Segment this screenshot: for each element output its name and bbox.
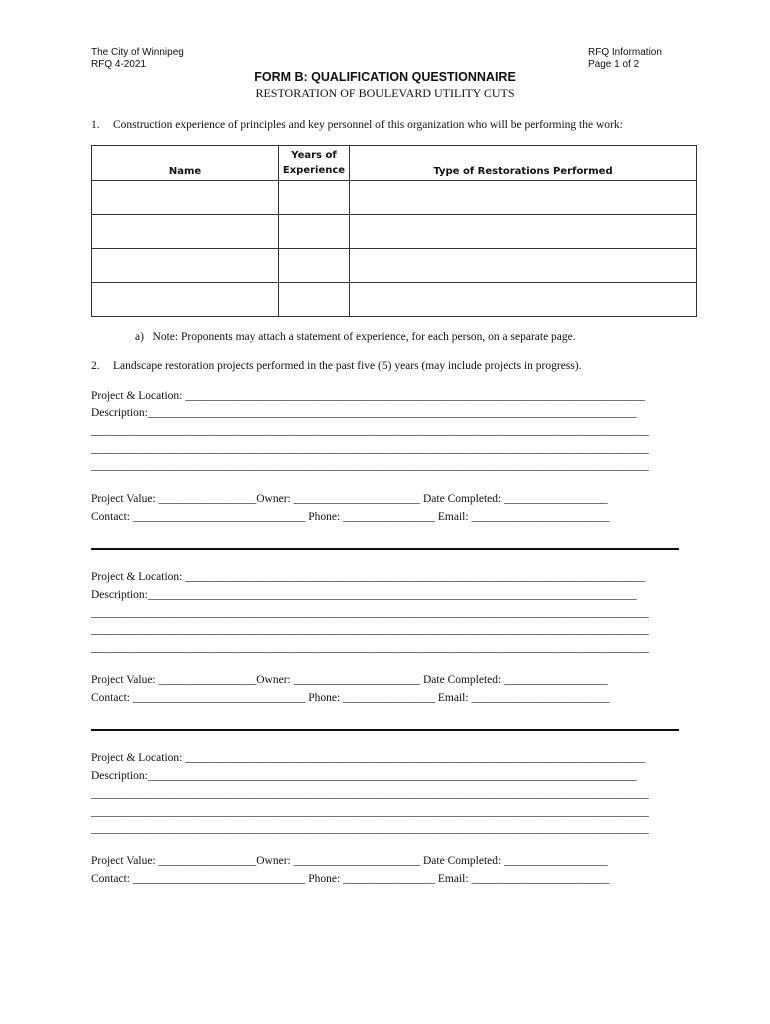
contact-phone-email-field[interactable]: Contact: ______________________________ Phone: ________________ Email: ________________________ [91, 511, 610, 523]
years-cell[interactable] [279, 215, 350, 249]
table-note: a) Note: Proponents may attach a statement of experience, for each person, on a separate page. [135, 331, 576, 343]
question-2-number: 2. [91, 360, 100, 372]
column-header-name: Name [92, 146, 279, 181]
description-line[interactable]: _________________________________________________________________________________________________ [91, 823, 649, 835]
table-header-row [92, 146, 697, 181]
header-doc-type: RFQ Information [588, 47, 662, 58]
column-header-type: Type of Restorations Performed [350, 146, 697, 181]
table-row [92, 249, 697, 283]
description-line[interactable]: _________________________________________________________________________________________________ [91, 624, 649, 636]
project-location-field[interactable]: Project & Location: ________________________________________________________________________________ [91, 571, 646, 583]
type-cell[interactable] [350, 215, 697, 249]
value-owner-date-field[interactable]: Project Value: _________________Owner: ______________________ Date Completed: __________________ [91, 493, 608, 505]
experience-table [91, 145, 697, 317]
description-line[interactable]: _________________________________________________________________________________________________ [91, 425, 649, 437]
name-cell[interactable] [92, 215, 279, 249]
header-right [588, 47, 662, 71]
table-row [92, 215, 697, 249]
contact-phone-email-field[interactable]: Contact: ______________________________ Phone: ________________ Email: ________________________ [91, 873, 610, 885]
description-line[interactable]: _________________________________________________________________________________________________ [91, 642, 649, 654]
question-1-number: 1. [91, 119, 100, 131]
name-cell[interactable] [92, 181, 279, 215]
type-cell[interactable] [350, 249, 697, 283]
column-header-years-line-1: Years of [291, 150, 337, 161]
question-1-text: Construction experience of principles and key personnel of this organization who will be performing the work: [113, 119, 623, 131]
description-field[interactable]: Description:_____________________________________________________________________________________ [91, 407, 637, 419]
section-divider [91, 729, 679, 731]
column-header-years [279, 146, 350, 181]
description-field[interactable]: Description:_____________________________________________________________________________________ [91, 770, 637, 782]
type-cell[interactable] [350, 283, 697, 317]
description-line[interactable]: _________________________________________________________________________________________________ [91, 607, 649, 619]
question-1 [91, 118, 623, 132]
name-cell[interactable] [92, 283, 279, 317]
contact-phone-email-field[interactable]: Contact: ______________________________ Phone: ________________ Email: ________________________ [91, 692, 610, 704]
section-divider [91, 548, 679, 550]
project-location-field[interactable]: Project & Location: ________________________________________________________________________________ [91, 752, 646, 764]
value-owner-date-field[interactable]: Project Value: _________________Owner: ______________________ Date Completed: __________________ [91, 674, 608, 686]
years-cell[interactable] [279, 181, 350, 215]
value-owner-date-field[interactable]: Project Value: _________________Owner: ______________________ Date Completed: __________________ [91, 855, 608, 867]
form-title: FORM B: QUALIFICATION QUESTIONNAIRE [254, 70, 516, 84]
years-cell[interactable] [279, 249, 350, 283]
column-header-years-line-2: Experience [282, 165, 346, 176]
project-location-field[interactable]: Project & Location: ________________________________________________________________________________ [91, 390, 646, 402]
description-line[interactable]: _________________________________________________________________________________________________ [91, 788, 649, 800]
header-org: The City of Winnipeg [91, 47, 184, 58]
question-2-text: Landscape restoration projects performed in the past five (5) years (may include projects in progress). [113, 360, 582, 372]
description-field[interactable]: Description:_____________________________________________________________________________________ [91, 589, 637, 601]
form-subtitle: RESTORATION OF BOULEVARD UTILITY CUTS [255, 86, 515, 100]
type-cell[interactable] [350, 181, 697, 215]
description-line[interactable]: _________________________________________________________________________________________________ [91, 443, 649, 455]
header-page-number: Page 1 of 2 [588, 59, 640, 70]
description-line[interactable]: _________________________________________________________________________________________________ [91, 460, 649, 472]
name-cell[interactable] [92, 249, 279, 283]
table-row [92, 283, 697, 317]
years-cell[interactable] [279, 283, 350, 317]
question-2 [91, 359, 581, 373]
description-line[interactable]: _________________________________________________________________________________________________ [91, 806, 649, 818]
header-left [91, 47, 184, 71]
table-row [92, 181, 697, 215]
header-rfq-number: RFQ 4-2021 [91, 59, 147, 70]
